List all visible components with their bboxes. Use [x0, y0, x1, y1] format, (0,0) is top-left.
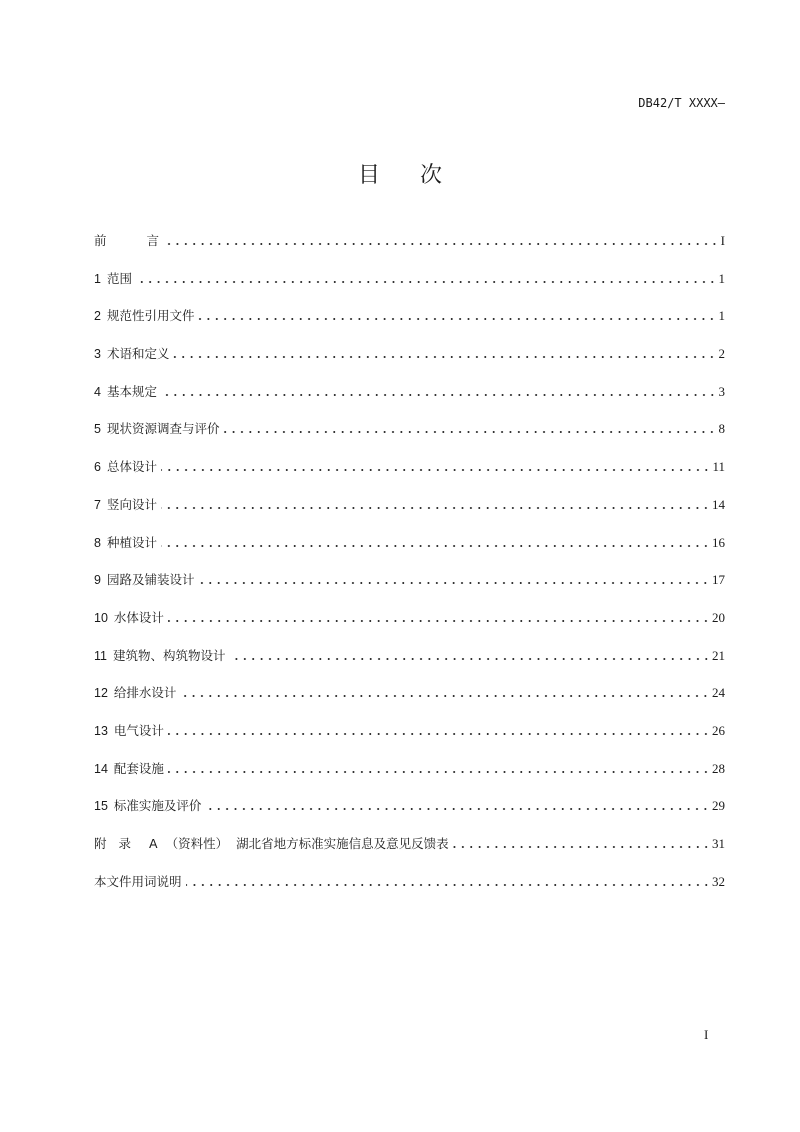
- toc-entry-page: 14: [712, 496, 725, 512]
- toc-entry-5[interactable]: [94, 419, 725, 457]
- toc-entry-page: 32: [712, 873, 725, 889]
- toc-entry-13[interactable]: [94, 721, 725, 759]
- toc-entry-page: 2: [718, 346, 725, 362]
- toc-entry-12[interactable]: [94, 683, 725, 721]
- toc-entry-label: 14 配套设施: [94, 760, 164, 776]
- toc-entry-label: 9 园路及铺装设计: [94, 572, 195, 588]
- toc-entry-7[interactable]: [94, 495, 725, 533]
- dot-leader: [223, 421, 716, 433]
- dot-leader: [161, 459, 711, 471]
- dot-leader: [205, 798, 710, 810]
- toc-entry-9[interactable]: [94, 570, 725, 608]
- toc-entry-label: 8 种植设计: [94, 534, 157, 550]
- toc-entry-label: 附 录 A （资料性） 湖北省地方标准实施信息及意见反馈表: [94, 836, 449, 851]
- toc-entry-page: 21: [712, 647, 725, 663]
- toc-entry-page: 3: [718, 383, 725, 399]
- toc-entry-6[interactable]: [94, 457, 725, 495]
- dot-leader: [163, 233, 719, 245]
- dot-leader: [453, 836, 710, 848]
- toc-entry-page: I: [720, 233, 725, 248]
- dot-leader: [230, 648, 711, 660]
- toc-entry-appendix-a[interactable]: [94, 834, 725, 872]
- toc-entry-3[interactable]: [94, 344, 725, 382]
- toc-entry-page: 16: [712, 534, 725, 550]
- dot-leader: [168, 610, 710, 622]
- toc-entry-page: 26: [712, 722, 725, 738]
- toc-entry-11[interactable]: [94, 646, 725, 684]
- dot-leader: [173, 346, 716, 358]
- toc-entry-page: 1: [718, 270, 725, 286]
- dot-leader: [161, 535, 710, 547]
- page-title: [0, 158, 800, 189]
- toc-entry-page: 31: [712, 836, 725, 851]
- toc-entry-label: 本文件用词说明: [94, 873, 182, 889]
- document-code: DB42/T XXXX—: [638, 96, 725, 110]
- toc-entry-page: 8: [718, 421, 725, 437]
- dot-leader: [161, 384, 717, 396]
- toc-entry-label: 5 现状资源调查与评价: [94, 421, 220, 437]
- dot-leader: [168, 723, 710, 735]
- dot-leader: [186, 874, 710, 886]
- dot-leader: [198, 308, 716, 320]
- dot-leader: [168, 761, 710, 773]
- toc-entry-preface[interactable]: [94, 231, 725, 269]
- toc-entry-page: 24: [712, 685, 725, 701]
- toc-entry-label: 13 电气设计: [94, 722, 164, 738]
- dot-leader: [180, 685, 710, 697]
- toc-entry-2[interactable]: [94, 306, 725, 344]
- toc-entry-4[interactable]: [94, 382, 725, 420]
- table-of-contents: [94, 231, 725, 909]
- title-char-1: 目: [357, 163, 380, 188]
- toc-entry-label: 10 水体设计: [94, 609, 164, 625]
- toc-entry-page: 28: [712, 760, 725, 776]
- toc-entry-label: 前 言: [94, 233, 160, 248]
- toc-entry-page: 29: [712, 798, 725, 814]
- toc-entry-label: 4 基本规定: [94, 383, 157, 399]
- toc-entry-label: 12 给排水设计: [94, 685, 177, 701]
- page-number: I: [704, 1027, 709, 1042]
- toc-entry-terms[interactable]: [94, 872, 725, 910]
- title-char-2: 次: [420, 163, 443, 188]
- toc-entry-8[interactable]: [94, 533, 725, 571]
- toc-entry-label: 7 竖向设计: [94, 496, 157, 512]
- toc-entry-15[interactable]: [94, 796, 725, 834]
- dot-leader: [198, 572, 710, 584]
- dot-leader: [161, 497, 710, 509]
- toc-entry-page: 20: [712, 609, 725, 625]
- toc-entry-label: 15 标准实施及评价: [94, 798, 202, 814]
- toc-entry-page: 1: [718, 308, 725, 324]
- toc-entry-10[interactable]: [94, 608, 725, 646]
- toc-entry-14[interactable]: [94, 759, 725, 797]
- toc-entry-label: 11 建筑物、构筑物设计: [94, 647, 226, 663]
- toc-entry-page: 11: [712, 459, 725, 475]
- dot-leader: [136, 271, 717, 283]
- toc-entry-label: 1 范围: [94, 270, 132, 286]
- toc-entry-label: 2 规范性引用文件: [94, 308, 195, 324]
- toc-entry-label: 6 总体设计: [94, 459, 157, 475]
- toc-entry-page: 17: [712, 572, 725, 588]
- toc-entry-1[interactable]: [94, 269, 725, 307]
- toc-entry-label: 3 术语和定义: [94, 346, 170, 362]
